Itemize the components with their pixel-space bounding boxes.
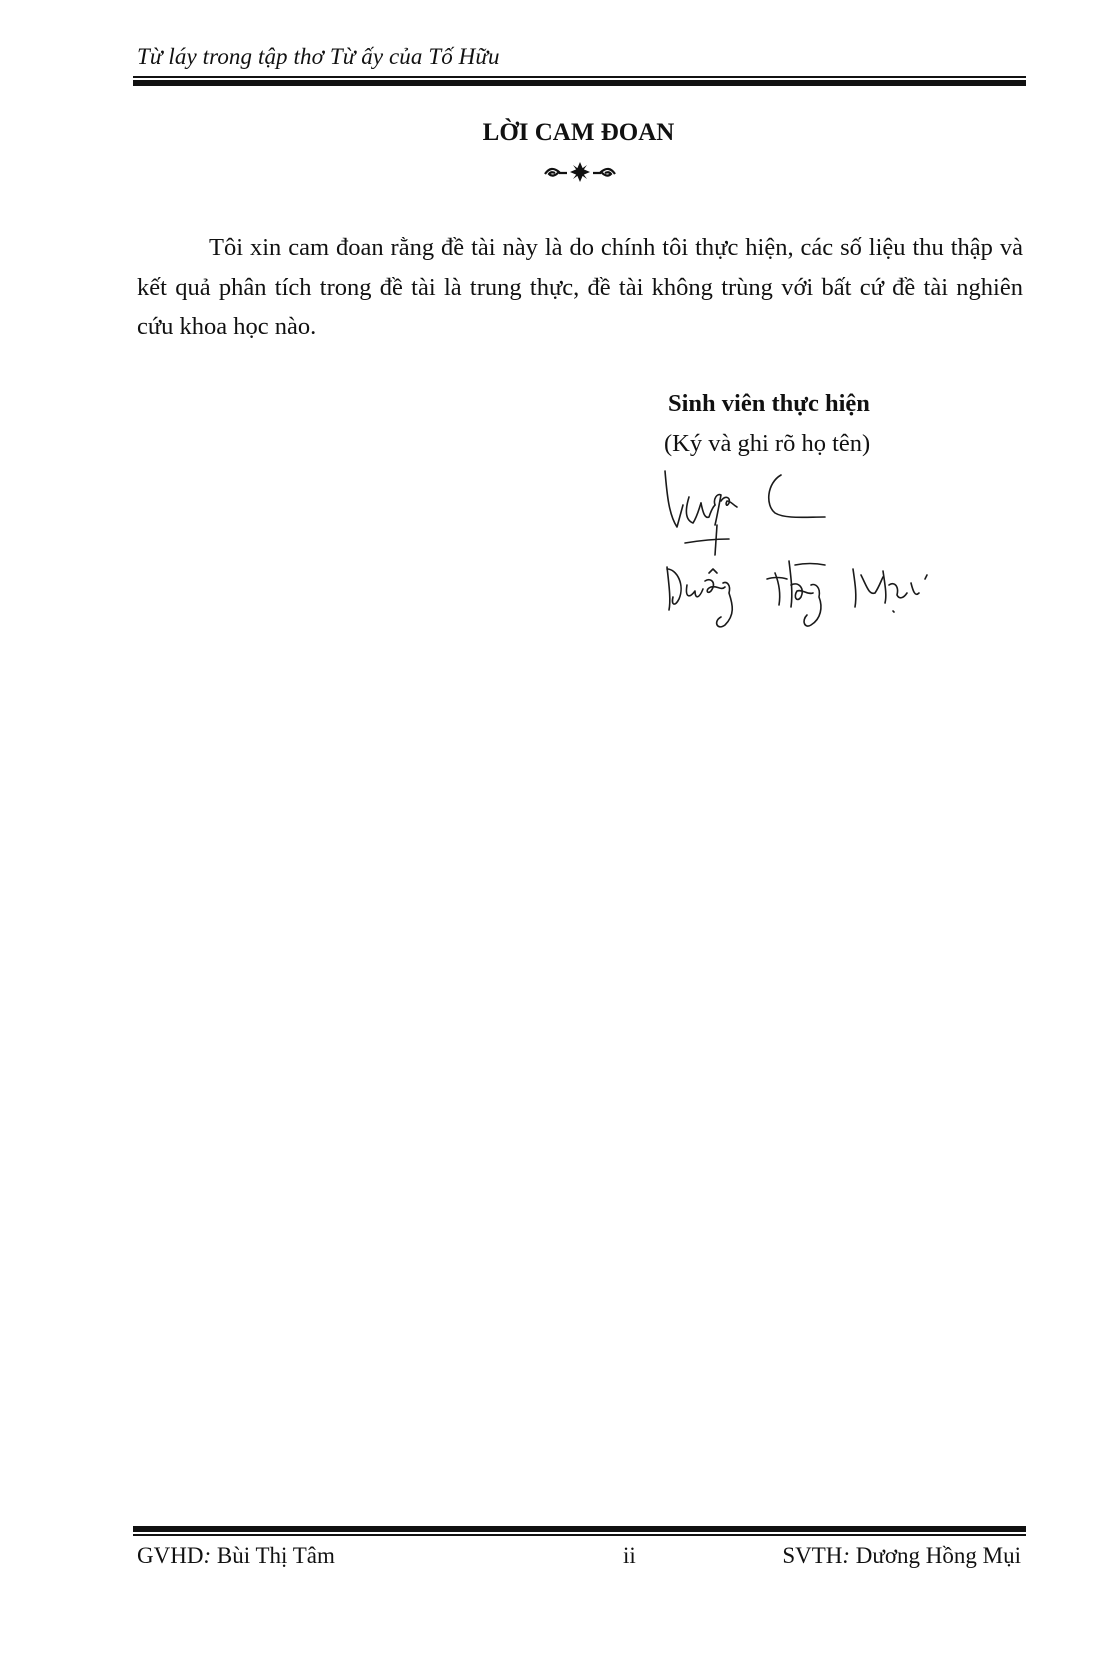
signer-note: (Ký và ghi rõ họ tên) <box>664 430 871 457</box>
supervisor-credit: GVHD: Bùi Thị Tâm <box>137 1543 335 1568</box>
document-title: LỜI CAM ĐOAN <box>482 119 675 146</box>
student-credit: SVTH: Dương Hồng Mụi <box>782 1543 1021 1568</box>
handwritten-signature <box>655 465 995 665</box>
floral-divider-icon <box>541 161 619 183</box>
running-title: Từ láy trong tập thơ Từ ấy của Tố Hữu <box>137 44 500 69</box>
student-name: Dương Hồng Mụi <box>855 1543 1021 1568</box>
declaration-paragraph: Tôi xin cam đoan rằng đề tài này là do chính tôi thực hiện, các số liệu thu thập và kết quả phân tích trong đề tài là trung thực, đề tài không trùng với bất cứ đề tài nghiên cứu khoa học nào. <box>137 234 1023 340</box>
page-number: ii <box>623 1543 636 1568</box>
supervisor-prefix: GVHD <box>137 1543 204 1568</box>
header-rule-thin <box>133 76 1026 78</box>
supervisor-name: Bùi Thị Tâm <box>216 1543 335 1568</box>
footer-rule-thin <box>133 1534 1026 1536</box>
header-rule-thick <box>133 80 1026 86</box>
footer-rule-thick <box>133 1526 1026 1532</box>
signer-label: Sinh viên thực hiện <box>668 390 870 417</box>
student-prefix: SVTH <box>782 1543 843 1568</box>
